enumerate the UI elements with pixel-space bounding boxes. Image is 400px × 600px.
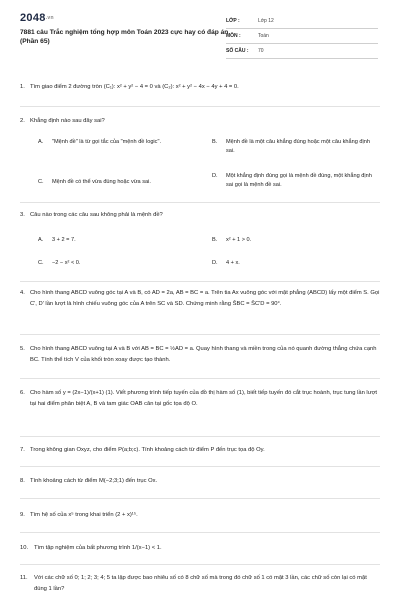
question-text: Tìm tập nghiệm của bất phương trình 1/(x−1) < 1. — [34, 545, 162, 551]
question-number: 5. — [20, 346, 25, 352]
question-text: Với các chữ số 0; 1; 2; 3; 4; 5 ta lập được bao nhiêu số có 8 chữ số mà trong đó chữ số 1 có mặt 3 lần, các chữ số còn lại có mặt đúng 1 lần? — [34, 575, 367, 592]
question-number: 1. — [20, 84, 25, 90]
site-logo[interactable] — [20, 12, 54, 24]
meta-key: MÔN : — [226, 33, 241, 39]
option-c[interactable] — [38, 178, 198, 187]
option-label: C. — [38, 179, 44, 185]
option-a[interactable] — [38, 138, 198, 147]
divider — [20, 498, 380, 499]
option-text: Một khẳng định đúng gọi là mệnh đề đúng, một khẳng định sai gọi là mệnh đề sai. — [226, 173, 372, 188]
option-c[interactable] — [38, 259, 188, 268]
option-label: D. — [212, 173, 218, 179]
question-number: 4. — [20, 290, 25, 296]
meta-value: 70 — [258, 48, 264, 54]
option-text: −2 − x² < 0. — [52, 260, 81, 266]
question-6 — [20, 388, 380, 409]
meta-key: SỐ CÂU : — [226, 48, 249, 54]
divider — [20, 532, 380, 533]
meta-row-class — [226, 14, 378, 29]
question-7 — [20, 445, 380, 456]
option-label: B. — [212, 237, 218, 243]
option-b[interactable] — [212, 138, 372, 156]
option-text: x² + 1 > 0. — [226, 237, 252, 243]
question-4 — [20, 288, 380, 309]
logo-text: 2048 — [20, 12, 46, 24]
question-text: Tìm giao điểm 2 đường tròn (C₁): x² + y² − 4 = 0 và (C₂): x² + y² − 4x − 4y + 4 = 0. — [30, 84, 239, 90]
option-label: A. — [38, 139, 44, 145]
option-b[interactable] — [212, 236, 362, 245]
question-10 — [20, 543, 380, 554]
divider — [20, 281, 380, 282]
option-text: "Mệnh đề" là từ gọi tắc của "mệnh đề logic". — [52, 139, 162, 145]
question-1 — [20, 82, 380, 93]
question-3 — [20, 210, 380, 221]
meta-table — [226, 14, 378, 59]
option-label: A. — [38, 237, 44, 243]
divider — [20, 202, 380, 203]
option-text: Mệnh đề là một câu khẳng đúng hoặc một câu khẳng định sai. — [226, 139, 370, 154]
question-text: Khẳng định nào sau đây sai? — [30, 118, 105, 124]
meta-key: LỚP : — [226, 18, 240, 24]
option-label: C. — [38, 260, 44, 266]
question-5 — [20, 344, 380, 365]
divider — [20, 466, 380, 467]
question-number: 8. — [20, 478, 25, 484]
logo-suffix: .vn — [45, 15, 54, 22]
question-text: Tính khoảng cách từ điểm M(−2;3;1) đến trục Ox. — [30, 478, 158, 484]
question-9 — [20, 510, 380, 521]
meta-value: Lớp 12 — [258, 18, 274, 24]
option-d[interactable] — [212, 259, 362, 268]
divider — [20, 378, 380, 379]
option-label: D. — [212, 260, 218, 266]
question-11 — [20, 573, 380, 594]
option-text: Mệnh đề có thể vừa đúng hoặc vừa sai. — [52, 179, 151, 185]
option-text: 4 + x. — [226, 260, 240, 266]
question-text: Trong không gian Oxyz, cho điểm P(a;b;c). Tính khoảng cách từ điểm P đến trục tọa độ Oy. — [30, 447, 265, 453]
divider — [20, 564, 380, 565]
option-text: 3 + 2 = 7. — [52, 237, 76, 243]
option-label: B. — [212, 139, 218, 145]
document-header — [0, 0, 400, 66]
question-number: 9. — [20, 512, 25, 518]
document-title: 7881 câu Trắc nghiệm tổng hợp môn Toán 2023 cực hay có đáp án (Phần 65) — [20, 29, 229, 45]
divider — [20, 106, 380, 107]
question-number: 10. — [20, 545, 29, 551]
question-text: Cho hình thang ABCD vuông góc tại A và B, có AD = 2a, AB = BC = a. Trên tia Ax vuông góc với mặt phẳng (ABCD) lấy một điểm S. Gọi C', D' lần lượt là hình chiếu vuông góc của A trên SC và SD. Chứng minh rằng ŜBC = ŜC'D = 90°. — [30, 290, 380, 307]
divider — [20, 334, 380, 335]
divider — [20, 436, 380, 437]
meta-row-subject — [226, 29, 378, 44]
question-text: Câu nào trong các câu sau không phải là mệnh đề? — [30, 212, 163, 218]
question-number: 11. — [20, 575, 28, 581]
meta-row-count — [226, 44, 378, 59]
question-number: 3. — [20, 212, 25, 218]
question-text: Tìm hệ số của x⁵ trong khai triển (2 + x)¹⁵. — [30, 512, 138, 518]
question-8 — [20, 476, 380, 487]
question-2 — [20, 116, 380, 127]
option-a[interactable] — [38, 236, 188, 245]
question-number: 2. — [20, 118, 25, 124]
meta-value: Toán — [258, 33, 269, 39]
question-text: Cho hàm số y = (2x−1)/(x+1) (1). Viết phương trình tiếp tuyến của đồ thị hàm số (1), biết tiếp tuyến đó cắt trục hoành, trục tung lần lượt tại hai điểm phân biệt A, B và tam giác OAB cân tại gốc tọa độ O. — [30, 390, 377, 407]
question-number: 7. — [20, 447, 25, 453]
question-number: 6. — [20, 390, 25, 396]
option-d[interactable] — [212, 172, 372, 190]
question-text: Cho hình thang ABCD vuông tại A và B với AB = BC = ½AD = a. Quay hình thang và miền trong của nó quanh đường thẳng chứa cạnh BC. Tính thể tích V của khối tròn xoay được tạo thành. — [30, 346, 377, 363]
